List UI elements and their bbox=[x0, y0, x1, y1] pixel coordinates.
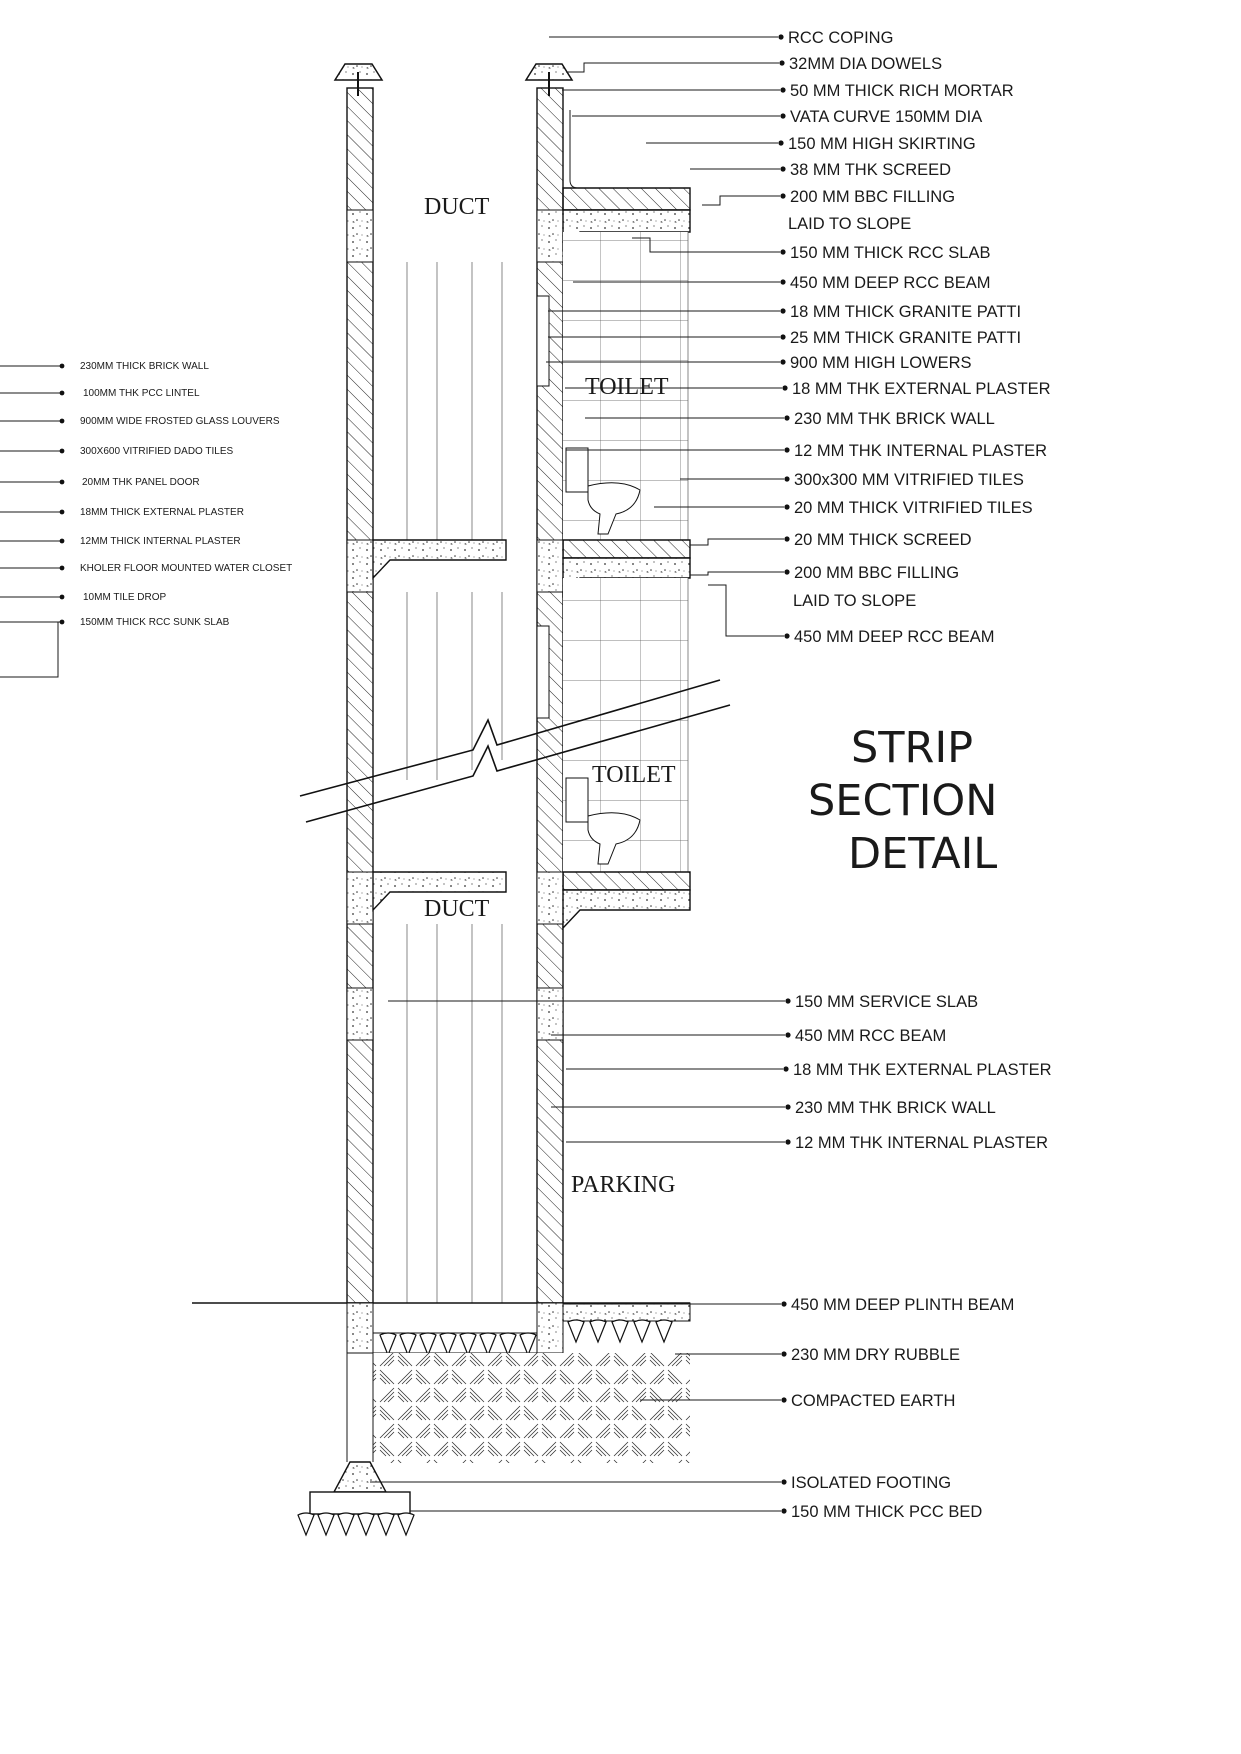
right-callout-label: 50 MM THICK RICH MORTAR bbox=[790, 82, 1014, 100]
leader-line bbox=[690, 539, 784, 545]
callout-dot bbox=[60, 510, 65, 515]
right-callout-label: 300x300 MM VITRIFIED TILES bbox=[794, 471, 1024, 489]
left-callout-label: 20MM THK PANEL DOOR bbox=[82, 477, 200, 488]
left-callout-label: 18MM THICK EXTERNAL PLASTER bbox=[80, 507, 244, 518]
callout-dot bbox=[778, 140, 783, 145]
right-callout-label: RCC COPING bbox=[788, 29, 894, 47]
left-callouts bbox=[0, 361, 292, 677]
callout-dot bbox=[60, 566, 65, 571]
left-callout-label: 230MM THICK BRICK WALL bbox=[80, 361, 209, 372]
right-callout-label: 900 MM HIGH LOWERS bbox=[790, 354, 972, 372]
right-callout-label: 230 MM DRY RUBBLE bbox=[791, 1346, 961, 1364]
callout-dot bbox=[784, 633, 789, 638]
terrace-slab bbox=[563, 110, 690, 250]
callout-dot bbox=[785, 1139, 790, 1144]
callout-dot bbox=[784, 476, 789, 481]
callout-dot bbox=[784, 415, 789, 420]
leader-line bbox=[690, 572, 784, 575]
duct-right-wall bbox=[537, 88, 563, 1303]
right-callout-label: 450 MM DEEP RCC BEAM bbox=[790, 274, 991, 292]
foundation bbox=[192, 1303, 690, 1535]
right-callout-label: 25 MM THICK GRANITE PATTI bbox=[790, 329, 1022, 347]
right-callout-label: 38 MM THK SCREED bbox=[790, 161, 952, 179]
left-callout-label: 10MM TILE DROP bbox=[83, 592, 167, 603]
right-callout-label: 12 MM THK INTERNAL PLASTER bbox=[795, 1134, 1049, 1152]
duct-left-wall bbox=[347, 88, 373, 1303]
room-label-toilet-upper: TOILET bbox=[585, 374, 669, 400]
drawing-title-line1: STRIP bbox=[851, 723, 974, 773]
right-callouts bbox=[778, 29, 1051, 1521]
callout-dot bbox=[780, 113, 785, 118]
callout-dot bbox=[781, 1479, 786, 1484]
left-callout-label: 150MM THICK RCC SUNK SLAB bbox=[80, 617, 230, 628]
callout-dot bbox=[60, 539, 65, 544]
left-leader-line bbox=[0, 622, 58, 677]
leader-line bbox=[708, 585, 784, 636]
callout-dot bbox=[785, 998, 790, 1003]
callout-dot bbox=[60, 595, 65, 600]
right-callout-label: 150 MM HIGH SKIRTING bbox=[788, 135, 976, 153]
right-callout-label: 230 MM THK BRICK WALL bbox=[794, 410, 995, 428]
right-callout-label: 150 MM SERVICE SLAB bbox=[795, 993, 979, 1011]
right-callout-label: 200 MM BBC FILLING bbox=[790, 188, 956, 206]
callout-dot bbox=[780, 87, 785, 92]
callout-dot bbox=[60, 364, 65, 369]
left-callout-label: 900MM WIDE FROSTED GLASS LOUVERS bbox=[80, 416, 280, 427]
right-callout-label: 200 MM BBC FILLING bbox=[794, 564, 960, 582]
callout-dot bbox=[781, 1351, 786, 1356]
callout-dot bbox=[779, 60, 784, 65]
right-callout-label: 18 MM THK EXTERNAL PLASTER bbox=[792, 380, 1051, 398]
room-label-duct-upper: DUCT bbox=[424, 194, 490, 220]
left-callout-label: 300X600 VITRIFIED DADO TILES bbox=[80, 446, 234, 457]
right-callout-label: 12 MM THK INTERNAL PLASTER bbox=[794, 442, 1048, 460]
callout-dot bbox=[780, 359, 785, 364]
callout-dot bbox=[781, 1508, 786, 1513]
callout-dot bbox=[780, 334, 785, 339]
leader-line bbox=[702, 196, 780, 205]
callout-dot bbox=[780, 249, 785, 254]
leader-line bbox=[566, 63, 779, 72]
drawing-title-line3: DETAIL bbox=[848, 829, 998, 879]
right-callout-label: VATA CURVE 150MM DIA bbox=[790, 108, 983, 126]
callout-dot bbox=[784, 536, 789, 541]
right-callout-label: 450 MM RCC BEAM bbox=[795, 1027, 947, 1045]
callout-dot bbox=[60, 620, 65, 625]
room-label-parking: PARKING bbox=[571, 1172, 676, 1198]
callout-dot bbox=[60, 449, 65, 454]
left-callout-label: KHOLER FLOOR MOUNTED WATER CLOSET bbox=[80, 563, 293, 574]
callout-dot bbox=[783, 1066, 788, 1071]
right-callout-label: 450 MM DEEP RCC BEAM bbox=[794, 628, 995, 646]
callout-dot bbox=[60, 419, 65, 424]
right-callout-label: 18 MM THICK GRANITE PATTI bbox=[790, 303, 1022, 321]
right-callout-label: LAID TO SLOPE bbox=[788, 215, 912, 233]
right-callout-label: 150 MM THICK PCC BED bbox=[791, 1503, 983, 1521]
left-callout-label: 100MM THK PCC LINTEL bbox=[83, 388, 200, 399]
callout-dot bbox=[778, 34, 783, 39]
callout-dot bbox=[784, 447, 789, 452]
callout-dot bbox=[782, 385, 787, 390]
callout-dot bbox=[784, 504, 789, 509]
right-callout-label: 150 MM THICK RCC SLAB bbox=[790, 244, 991, 262]
right-callout-label: 32MM DIA DOWELS bbox=[789, 55, 943, 73]
callout-dot bbox=[780, 308, 785, 313]
left-callout-label: 12MM THICK INTERNAL PLASTER bbox=[80, 536, 241, 547]
right-callout-label: 20 MM THICK VITRIFIED TILES bbox=[794, 499, 1033, 517]
callout-dot bbox=[60, 480, 65, 485]
right-callout-label: LAID TO SLOPE bbox=[793, 592, 917, 610]
callout-dot bbox=[60, 391, 65, 396]
right-callout-label: COMPACTED EARTH bbox=[791, 1392, 956, 1410]
drawing-title-line2: SECTION bbox=[808, 776, 998, 826]
room-label-duct-lower: DUCT bbox=[424, 896, 490, 922]
upper-toilet bbox=[563, 232, 690, 596]
callout-dot bbox=[780, 166, 785, 171]
right-callout-label: 18 MM THK EXTERNAL PLASTER bbox=[793, 1061, 1052, 1079]
right-callout-label: 450 MM DEEP PLINTH BEAM bbox=[791, 1296, 1015, 1314]
room-label-toilet-lower: TOILET bbox=[592, 762, 676, 788]
callout-dot bbox=[781, 1301, 786, 1306]
lower-toilet bbox=[563, 578, 690, 928]
right-callout-label: 20 MM THICK SCREED bbox=[794, 531, 972, 549]
callout-dot bbox=[785, 1032, 790, 1037]
callout-dot bbox=[784, 569, 789, 574]
callout-dot bbox=[785, 1104, 790, 1109]
right-callout-label: 230 MM THK BRICK WALL bbox=[795, 1099, 996, 1117]
right-callout-label: ISOLATED FOOTING bbox=[791, 1474, 952, 1492]
callout-dot bbox=[780, 193, 785, 198]
callout-dot bbox=[781, 1397, 786, 1402]
callout-dot bbox=[780, 279, 785, 284]
